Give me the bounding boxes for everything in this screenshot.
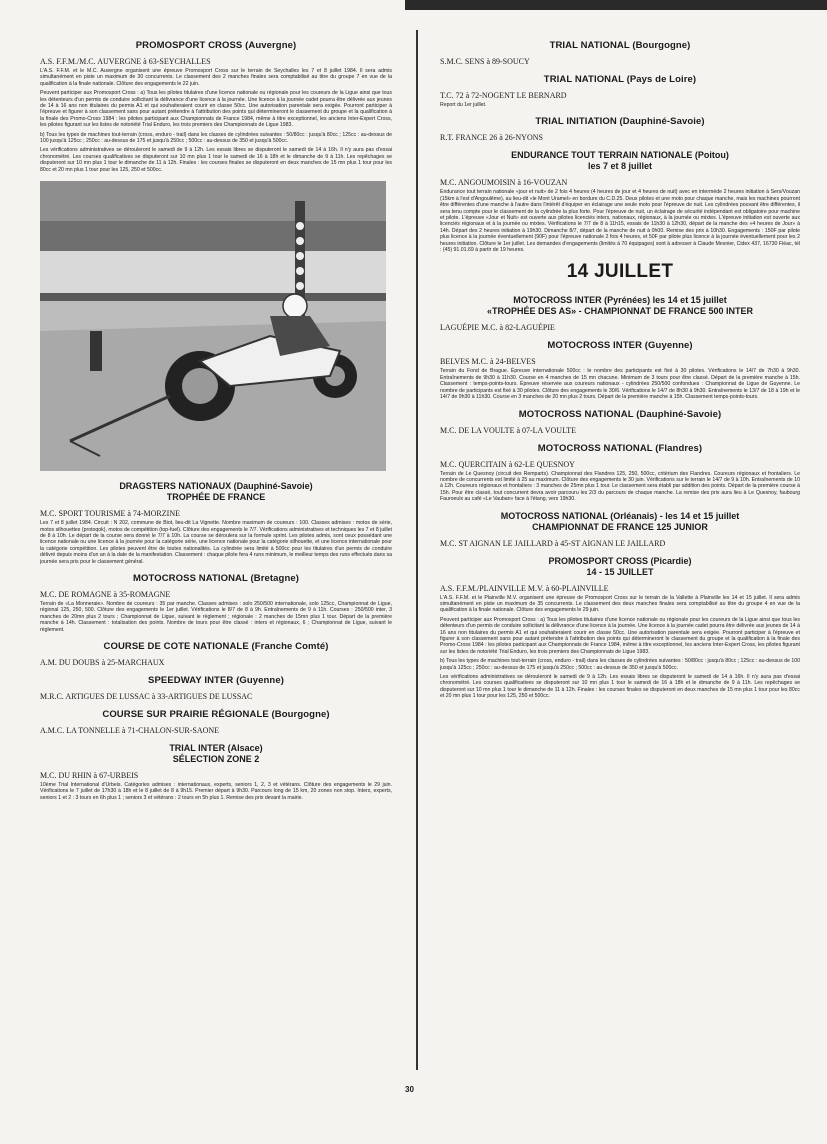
date-heading: 14 JUILLET <box>566 261 674 283</box>
section-title: MOTOCROSS NATIONAL (Flandres) <box>537 442 703 454</box>
club-name: A.S. F.F.M./PLAINVILLE M.V. à 60-PLAINVILLE <box>440 583 609 593</box>
section-title: MOTOCROSS NATIONAL (Dauphiné-Savoie) <box>518 408 722 420</box>
section-motocross-dauphine <box>440 409 800 435</box>
club-name: M.C. DU RHIN à 67-URBEIS <box>40 770 139 780</box>
paragraph: Terrain de Le Quesnoy (circuit des Remparts). Championnat des Flandres 125, 250, 500cc, critérium des Flandres. Coureurs régionaux et frontaliers. Le nombre de concurrents est limité à 25 au maximum. Clôture des engagements le 30 juin. Vérifications sur le terrain le 14/7 de 9 à 10h. Entraînements de 10 à 12h. Coureurs régionaux et frontaliers : 3 manches de 25mn plus 1 tour. Le classement sera établi par addition des points. Départ de la première course à 15h. Pour être classé, tout concurrent devra avoir parcouru les 2/3 du parcours de chaque manche. La remise des prix aura lieu à Le Quesnoy, faubourg Fauroeulx au café «Le Vauban» face à l'étang, vers 19h30. <box>440 470 800 503</box>
section-promosport-auvergne <box>40 40 392 173</box>
club-name: M.C. ANGOUMOISIN à 16-VOUZAN <box>440 178 568 188</box>
section-subtitle: CHAMPIONNAT DE FRANCE 125 JUNIOR <box>532 521 708 532</box>
section-title <box>440 556 800 578</box>
dragster-photo-illustration <box>40 181 386 471</box>
section-title-line: TRIAL INTER (Alsace) <box>169 742 263 753</box>
section-motocross-guyenne <box>440 340 800 400</box>
club-name: M.C. SPORT TOURISME à 74-MORZINE <box>40 509 180 519</box>
club-name: A.S. F.F.M./M.C. AUVERGNE à 63-SEYCHALLES <box>40 57 211 66</box>
section-title: COURSE DE COTE NATIONALE (Franche Comté) <box>103 640 329 652</box>
section-trial-pays-de-loire <box>440 74 800 108</box>
dragster-photo <box>40 181 386 471</box>
paragraph: 10ème Trial International d'Urbeis. Catégories admises : internationaux, experts, seniors 1, 2, 3 et vétérans. Clôture des engagements le 29 juin. Vérifications le 7 juillet de 17h30 à 18h et le 8 juillet de 8 à 9h15. Premier départ à 9h30. Parcours long de 15 km, 20 zones non stop. Inters, experts, seniors 1 et 2 : 3 tours en 6h plus 1 ; seniors 3 et vétérans : 2 tours en 5h plus 1. Remise des prix devant la mairie. <box>40 781 392 801</box>
paragraph: L'A.S. F.F.M. et le M.C. Auvergne organisent une épreuve Promosport Cross sur le terrain de Seychalles les 7 et 8 juillet 1984. Il sera admis simultanément en piste un maximum de 30 concurrents. Le classement des 2 manches finales sera comptabilisé au titre du groupe 7 en vue de la qualification à la finale nationale. Clôture des engagements le 22 juin. <box>40 68 392 87</box>
section-course-cote <box>40 641 392 667</box>
section-trial-bourgogne <box>440 40 800 66</box>
section-endurance-poitou <box>440 150 800 253</box>
section-title <box>440 511 800 533</box>
section-title <box>40 743 392 765</box>
club-name: LAGUÉPIE M.C. à 82-LAGUÉPIE <box>440 323 555 333</box>
section-title: TRIAL NATIONAL (Bourgogne) <box>549 40 691 51</box>
club-name: T.C. 72 à 72-NOGENT LE BERNARD <box>440 91 567 100</box>
section-speedway <box>40 675 392 701</box>
section-title: MOTOCROSS INTER (Guyenne) <box>547 340 693 352</box>
paragraph: Terrain de «La Monneraie». Nombre de coureurs : 35 par manche. Classes admises : solo 250/500 internationale, solo 125cc, Championnat de Ligue, régional 125, 250, 500. Clôture des engagements le 1er juillet. Vérifications le 8/7 de 8 à 9h. Entraînements de 9 à 11h. Courses : 250/500 inter, 3 manches de 20mn plus 2 tours ; Championnat de Ligue, suivant le règlement ; régionale : 2 manches de 15mn plus 1 tour. Départ de la première manche à 14h. Classement : totalisation des points. Nombre de tours pour être classé : inters et régionaux, 6 ; Championnat de Ligue, suivant le règlement. <box>40 600 392 633</box>
left-column <box>40 40 392 809</box>
section-subtitle: SÉLECTION ZONE 2 <box>172 753 260 764</box>
club-name: R.T. FRANCE 26 à 26-NYONS <box>440 133 543 143</box>
section-title-line: PROMOSPORT CROSS (Picardie) <box>548 555 692 566</box>
section-subtitle: TROPHÉE DE FRANCE <box>166 492 266 503</box>
section-motocross-orleanais <box>440 511 800 548</box>
section-dragsters <box>40 481 392 565</box>
section-subtitle: les 7 et 8 juillet <box>587 161 653 172</box>
paragraph: Peuvent participer aux Promosport Cross : a) Tous les pilotes titulaires d'une licence nationale ou régionale pour les coureurs de la Ligue ainsi que tous les détenteurs d'un permis de conduire sollicitant la délivrance d'une licence à la journée. Une licence à la journée cadet pourra être délivrée aux jeunes de 14 à 16 ans non titulaires du permis A1 et qui souhaiteraient courir en classe 50cc. Une autorisation parentale sera exigée. Pourront participer à l'épreuve et figurer à son classement sans pour autant prétendre à l'attribution des points qui détermineront le classement du groupe et la qualification à la finale des Promo-Cross 1984 : les pilotes participant aux Championnats de France 1984, même à titre exceptionnel, les anciens Inter-Expert Cross, les pilotes figurant sur les listes de notoriété Trial Enduro, les trois premiers des Championnats de Ligue 1983. <box>40 90 392 129</box>
section-title: TRIAL NATIONAL (Pays de Loire) <box>543 74 697 85</box>
club-name: M.C. ST AIGNAN LE JAILLARD à 45-ST AIGNAN LE JAILLARD <box>440 538 666 548</box>
section-motocross-bretagne <box>40 573 392 633</box>
paragraph: Les 7 et 8 juillet 1984. Circuit : N 202, commune de Biot, lieu-dit La Vignette. Nombre maximum de coureurs : 100. Classes admises : motos de série, motos silhouettes (protoqok), motos de compétition (top-fuel). Clôture des engagements le 7/7. Vérifications administratives et techniques les 7 et 8 juillet de 8 à 10h. Le départ de la course sera donné le 7/7 à 10h. La course se déroulera sur la formule sprint. Les pilotes admis, sont ceux possédant une licence nationale ou une licence à la journée pour la catégorie série, une licence nationale pour la catégorie silhouette, et une licence internationale pour la catégorie compétition. Les pilotes peuvent être de toutes nationalités. La cylindrée sera limité à 500cc pour les titulaires d'un permis de conduire délivré depuis moins d'un an à la date de la manifestation. Classement : chaque pilote fera 4 runs minimum, le meilleur temps des runs effectués dans sa journée sera pris pour le classement général. <box>40 520 392 565</box>
club-name: BELVES M.C. à 24-BELVES <box>440 357 536 367</box>
paragraph: b) Tous les types de machines tout-terrain (cross, enduro - trail) dans les classes de cylindrées suivantes : 50/80cc : jusqu'à 80cc ; 125cc : au-dessus de 100 jusqu'à 125cc ; 250cc : au-dessus de 175 et jusqu'à 250cc ; 500cc : au-dessus de 350 et jusqu'à 500cc. <box>440 658 800 671</box>
club-name: M.C. DE LA VOULTE à 07-LA VOULTE <box>440 425 576 435</box>
club-name: M.C. QUERCITAIN à 62-LE QUESNOY <box>440 459 575 469</box>
paragraph: Terrain du Fond de Brague. Épreuve internationale 500cc : le nombre des participants est fixé à 30 pilotes. Vérifications le 14/7 de 7h30 à 9h30. Entraînements de 9h30 à 11h30. Course en 4 manches de 15 mn chacune. Minimum de 3 tours pour être classé. Départ de la première manche à 15h. Classement : temps-points-tours. Épreuve réservée aux coureurs nationaux - cylindrées 250/500 confondues : Championnat de Ligue de Guyenne. Le nombre de participants est fixé à 30 pilotes. Clôture des engagements le 30/6. Vérifications le 14/7 de 8h30 à 9h30. Entraînements le 13/7 de 18 à 19h et le 14/7 de 9h30 à 11h30. Course en 3 manches de 20 mn plus 2 tours. Départ de la première manche à 15h. Classement temps-points-tours. <box>440 368 800 401</box>
paragraph: Les vérifications administratives se dérouleront le samedi de 9 à 12h. Les essais libres se disputeront le samedi de 14 à 16h. Il n'y aura pas d'essai chronométré. Les courses qualificatives se disputeront sur 10 mn plus 1 tour le samedi de 16 à 18h et le dimanche de 9 à 11h. Les repêchages se disputeront sur 10 mn plus 1 tour le dimanche de 11 à 12h. Finales : les courses finales se disputeront en deux manches de 15 mn plus 1 tour pour les 80cc et 20 mn plus 1 tour pour les 125, 250 et 500cc. <box>440 674 800 700</box>
club-name: S.M.C. SENS à 89-SOUCY <box>440 57 530 66</box>
section-subtitle: 14 - 15 JUILLET <box>586 566 654 577</box>
section-motocross-pyrenees <box>440 295 800 332</box>
paragraph: Les vérifications administratives se dérouleront le samedi de 9 à 12h. Les essais libres se disputeront le samedi de 14 à 16h. Il n'y aura pas d'essai chronométré. Les courses qualificatives se disputeront sur 10 mn plus 1 tour le samedi de 16 à 18h et le dimanche de 9 à 11h. Les repêchages se disputeront sur 10 mn plus 1 tour le dimanche de 11 à 12h. Finales : les courses finales se disputeront en deux manches de 15 mn plus 1 tour pour les 80cc et 20 mn plus 1 tour pour les 125, 250 et 500cc. <box>40 147 392 173</box>
column-divider <box>416 30 418 1070</box>
section-subtitle: «TROPHÉE DES AS» - CHAMPIONNAT DE FRANCE 500 INTER <box>486 306 754 317</box>
page-number: 30 <box>405 1085 414 1094</box>
section-title: PROMOSPORT CROSS (Auvergne) <box>135 40 297 51</box>
club-name: M.C. DE ROMAGNE à 35-ROMAGNE <box>40 589 171 599</box>
paragraph: Peuvent participer aux Promosport Cross : a) Tous les pilotes titulaires d'une licence nationale ou régionale pour les coureurs de la Ligue ainsi que tous les détenteurs d'un permis de conduire sollicitant la délivrance d'une licence à la journée. Une licence à la journée cadet pourra être délivrée aux jeunes de 14 à 16 ans non titulaires du permis A1 et qui souhaiteraient courir en classe 50cc. Une autorisation parentale sera exigée. Pourront participer à l'épreuve et figurer à son classement sans pour autant prétendre à l'attribution des points qui détermineront le classement du groupe et la qualification à la finale des Promo-Cross 1984 : les pilotes participant aux Championnats de France 1984, même à titre exceptionnel, les anciens Inter-Expert Cross, les pilotes figurant sur les listes de notoriété Trial Enduro, les trois premiers des Championnats de Ligue 1983. <box>440 616 800 655</box>
section-title-line: ENDURANCE TOUT TERRAIN NATIONALE (Poitou) <box>511 150 729 161</box>
paragraph: Endurance tout terrain nationale «jour et nuit» de 2 fois 4 heures (4 heures de jour et 4 heures de nuit) avec en intermède 2 heures initiation à Sers/Vouzan (15km à l'est d'Angoulême), au lieu-dit «le Mont Uramel» en bordure du C.D.25. Deux pilotes et une moto pour chaque manche, mais les machines pourront être différentes d'une manche à l'autre dans l'intérêt d'équiper en éclairage une seule moto pour l'épreuve de nuit. Les cylindrées pouvant être différentes, il sera tenu compte pour le classement de la cylindrée la plus forte. Pour l'épreuve de nuit, un éclairage de sécurité indépendant est obligatoire pour machine et pilote. L'épreuve «Jour et Nuit» est ouverte aux pilotes licenciés inters, nationaux, régionaux, à la journée ou mixtes. L'épreuve initiation est ouverte aux licenciés régionaux et à la journée ou mixtes. Vérifications le 7/7 de 8 à 11h15, essais de 11h30 à 12h30, départ de la manche des «4 heures de Jour» à 14h. Départ des 2 heures initiation à 19h30. Dimanche 8/7, départ de la manche de nuit à 0h00. Remise des prix à 10h30. Engagements : 150F par pilote plus licence à la journée éventuellement (90F) pour l'épreuve nationale 2 fois 4 heures, et 50F par pilote plus licence à la journée éventuellement pour les 2 heures initiation. Clôture le 1er juillet. Les demandes d'engagements (limités à 70 équipages) sont à adresser à Claude Mesnier, Cidex 437, 16730 Fléac, tél : (45) 91.01.69 à partir de 19 heures. <box>440 189 800 254</box>
section-trial-initiation <box>440 116 800 142</box>
club-name: A.M. DU DOUBS à 25-MARCHAUX <box>40 657 165 667</box>
paragraph: L'A.S. F.F.M. et le Plainville M.V. organisent une épreuve de Promosport Cross sur le terrain de la Vallette à Plainville les 14 et 15 juillet. Il sera admis simultanément en piste un maximum de 35 concurrents. Le classement des deux manches finales sera comptabilisé au titre du groupe 4 en vue de la qualification à la finale nationale. Clôture des engagements le 29 juin. <box>440 594 800 614</box>
section-title: COURSE SUR PRAIRIE RÉGIONALE (Bourgogne) <box>102 708 330 720</box>
section-course-prairie <box>40 709 392 735</box>
section-title-line: MOTOCROSS INTER (Pyrénées) les 14 et 15 juillet <box>513 295 727 306</box>
section-title-line: DRAGSTERS NATIONAUX (Dauphiné-Savoie) <box>119 481 313 492</box>
paragraph: Report du 1er juillet. <box>440 102 487 108</box>
section-title-line: MOTOCROSS NATIONAL (Orléanais) - les 14 et 15 juillet <box>500 510 740 521</box>
top-border-bar <box>405 0 827 10</box>
section-promosport-picardie <box>440 556 800 700</box>
section-title: MOTOCROSS NATIONAL (Bretagne) <box>133 572 299 584</box>
section-title: TRIAL INITIATION (Dauphiné-Savoie) <box>535 116 705 128</box>
club-name: M.R.C. ARTIGUES DE LUSSAC à 33-ARTIGUES DE LUSSAC <box>40 691 253 701</box>
section-trial-inter-alsace <box>40 743 392 801</box>
club-name: A.M.C. LA TONNELLE à 71-CHALON-SUR-SAONE <box>40 725 220 735</box>
section-title <box>440 295 800 317</box>
section-motocross-flandres <box>440 443 800 503</box>
right-column <box>440 40 800 708</box>
section-title <box>440 150 800 172</box>
section-title: SPEEDWAY INTER (Guyenne) <box>148 674 284 686</box>
paragraph: b) Tous les types de machines tout-terrain (cross, enduro - trail) dans les classes de cylindrées suivantes : 50/80cc : jusqu'à 80cc ; 125cc : au-dessus de 100 jusqu'à 125cc ; 250cc : au-dessus de 175 et jusqu'à 250cc ; 500cc : au-dessus de 350 et jusqu'à 500cc. <box>40 131 392 145</box>
section-title <box>40 481 392 503</box>
